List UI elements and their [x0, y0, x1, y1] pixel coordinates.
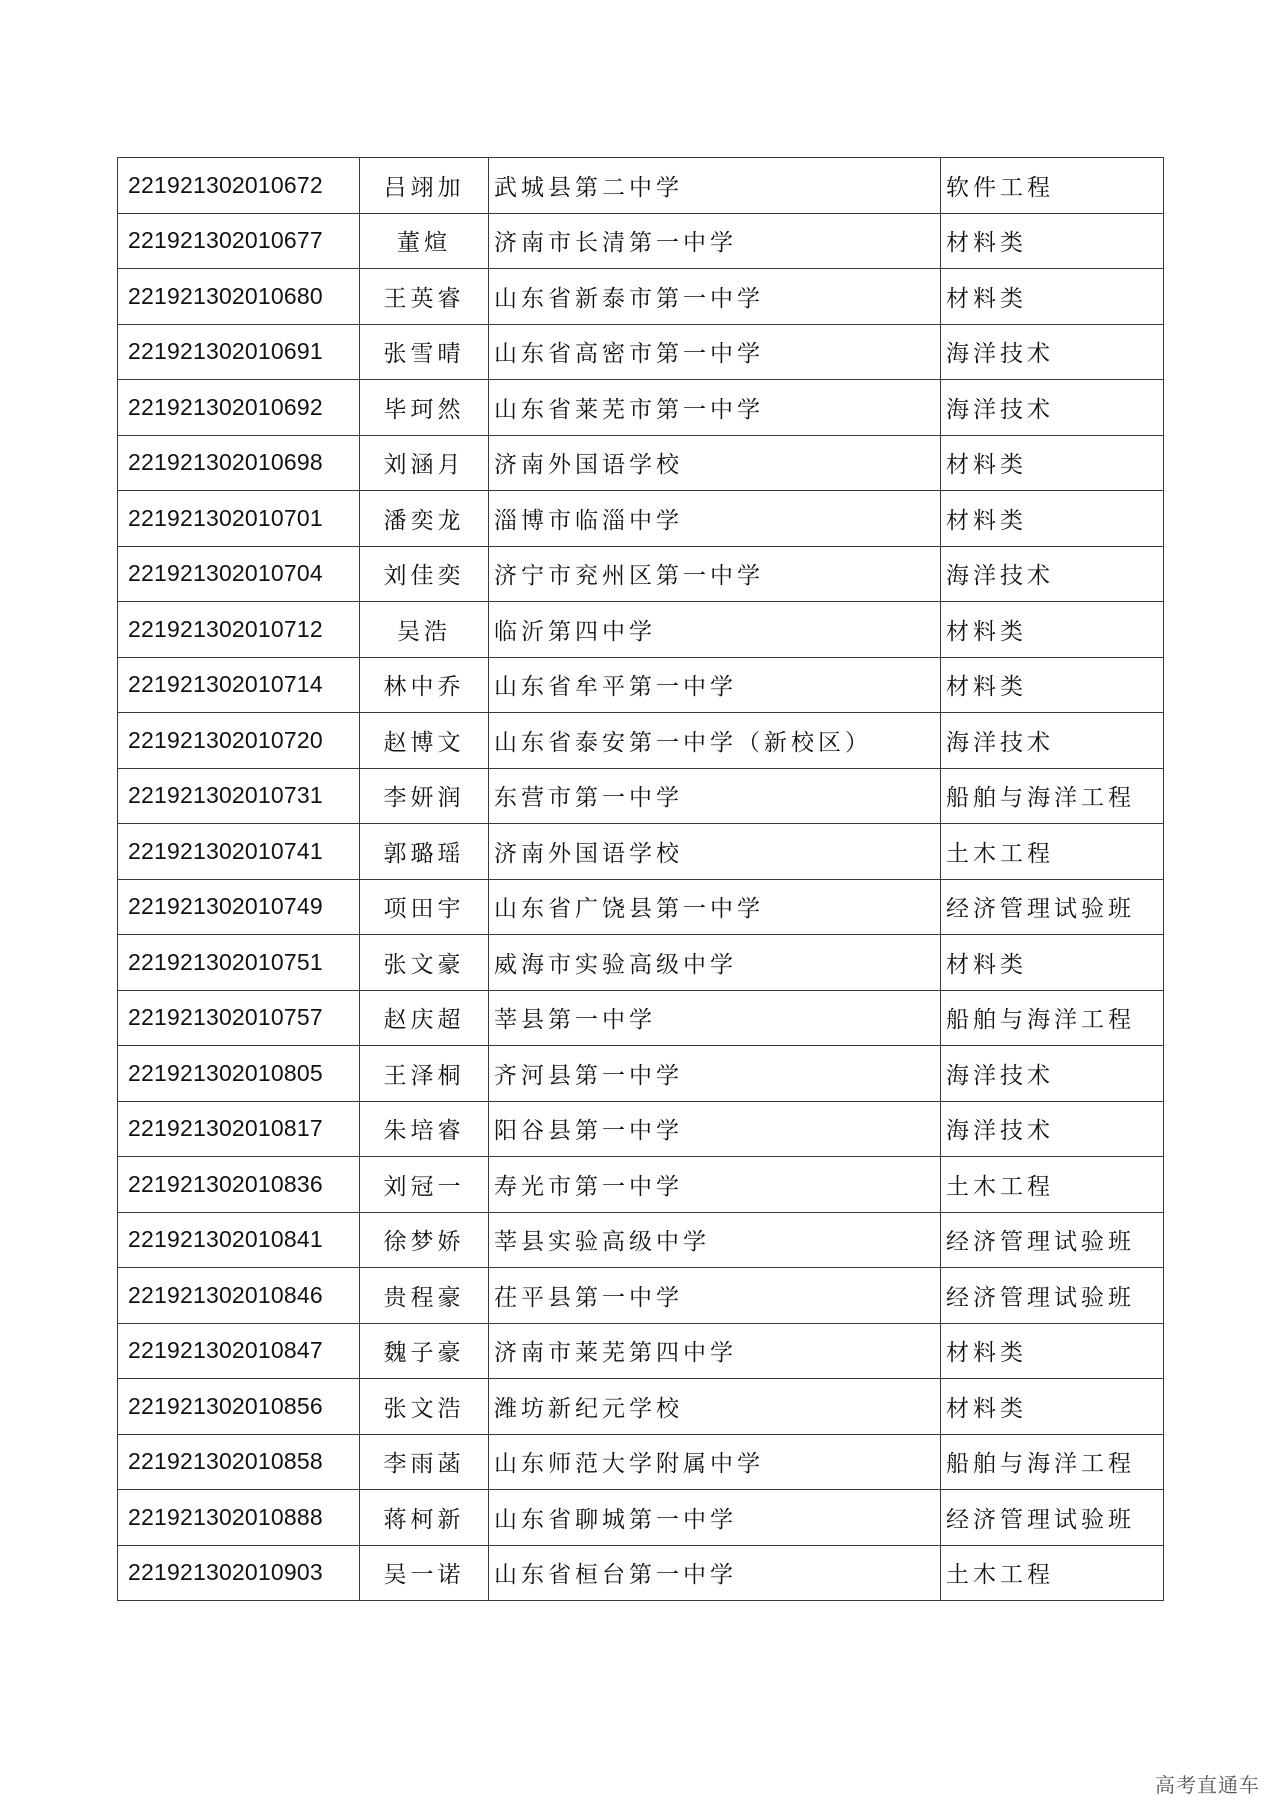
table-row — [118, 1212, 1164, 1268]
table-row — [118, 213, 1164, 269]
candidate-id-cell: 221921302010846 — [118, 1268, 360, 1324]
student-name-cell: 刘涵月 — [360, 435, 489, 491]
student-name-cell: 徐梦娇 — [360, 1212, 489, 1268]
major-cell: 船舶与海洋工程 — [941, 1434, 1164, 1490]
table-row — [118, 1157, 1164, 1213]
student-name-cell: 朱培睿 — [360, 1101, 489, 1157]
student-name-cell: 吕翊加 — [360, 158, 489, 214]
student-name-cell: 项田宇 — [360, 879, 489, 935]
candidate-id-cell: 221921302010672 — [118, 158, 360, 214]
school-cell: 山东省桓台第一中学 — [489, 1545, 941, 1601]
table-row — [118, 1379, 1164, 1435]
student-name-cell: 贵程豪 — [360, 1268, 489, 1324]
major-cell: 材料类 — [941, 213, 1164, 269]
student-name-cell: 潘奕龙 — [360, 491, 489, 547]
candidate-id-cell: 221921302010836 — [118, 1157, 360, 1213]
student-name-cell: 李妍润 — [360, 768, 489, 824]
school-cell: 齐河县第一中学 — [489, 1046, 941, 1102]
candidate-id-cell: 221921302010903 — [118, 1545, 360, 1601]
major-cell: 软件工程 — [941, 158, 1164, 214]
school-cell: 阳谷县第一中学 — [489, 1101, 941, 1157]
candidate-id-cell: 221921302010692 — [118, 380, 360, 436]
table-row — [118, 768, 1164, 824]
candidate-id-cell: 221921302010858 — [118, 1434, 360, 1490]
table-row — [118, 158, 1164, 214]
school-cell: 济南市长清第一中学 — [489, 213, 941, 269]
school-cell: 山东省泰安第一中学（新校区） — [489, 713, 941, 769]
school-cell: 威海市实验高级中学 — [489, 935, 941, 991]
candidate-id-cell: 221921302010817 — [118, 1101, 360, 1157]
table-row — [118, 990, 1164, 1046]
table-row — [118, 1490, 1164, 1546]
school-cell: 山东师范大学附属中学 — [489, 1434, 941, 1490]
candidate-id-cell: 221921302010841 — [118, 1212, 360, 1268]
candidate-id-cell: 221921302010680 — [118, 269, 360, 325]
major-cell: 海洋技术 — [941, 713, 1164, 769]
admission-table — [117, 157, 1164, 1601]
school-cell: 武城县第二中学 — [489, 158, 941, 214]
major-cell: 材料类 — [941, 602, 1164, 658]
major-cell: 经济管理试验班 — [941, 879, 1164, 935]
major-cell: 土木工程 — [941, 824, 1164, 880]
table-row — [118, 380, 1164, 436]
student-name-cell: 张雪晴 — [360, 324, 489, 380]
student-name-cell: 张文豪 — [360, 935, 489, 991]
student-name-cell: 刘冠一 — [360, 1157, 489, 1213]
candidate-id-cell: 221921302010749 — [118, 879, 360, 935]
candidate-id-cell: 221921302010856 — [118, 1379, 360, 1435]
candidate-id-cell: 221921302010704 — [118, 546, 360, 602]
student-name-cell: 赵庆超 — [360, 990, 489, 1046]
school-cell: 山东省聊城第一中学 — [489, 1490, 941, 1546]
table-row — [118, 602, 1164, 658]
school-cell: 济南外国语学校 — [489, 824, 941, 880]
school-cell: 淄博市临淄中学 — [489, 491, 941, 547]
major-cell: 材料类 — [941, 1323, 1164, 1379]
table-row — [118, 713, 1164, 769]
major-cell: 材料类 — [941, 657, 1164, 713]
major-cell: 船舶与海洋工程 — [941, 768, 1164, 824]
major-cell: 材料类 — [941, 935, 1164, 991]
school-cell: 莘县实验高级中学 — [489, 1212, 941, 1268]
student-name-cell: 李雨菡 — [360, 1434, 489, 1490]
major-cell: 经济管理试验班 — [941, 1268, 1164, 1324]
school-cell: 东营市第一中学 — [489, 768, 941, 824]
major-cell: 土木工程 — [941, 1157, 1164, 1213]
candidate-id-cell: 221921302010698 — [118, 435, 360, 491]
table-row — [118, 1434, 1164, 1490]
major-cell: 材料类 — [941, 269, 1164, 325]
student-name-cell: 郭璐瑶 — [360, 824, 489, 880]
school-cell: 济南外国语学校 — [489, 435, 941, 491]
table-row — [118, 546, 1164, 602]
candidate-id-cell: 221921302010757 — [118, 990, 360, 1046]
candidate-id-cell: 221921302010741 — [118, 824, 360, 880]
major-cell: 材料类 — [941, 1379, 1164, 1435]
admission-table-body — [118, 158, 1164, 1601]
school-cell: 茌平县第一中学 — [489, 1268, 941, 1324]
student-name-cell: 林中乔 — [360, 657, 489, 713]
school-cell: 济南市莱芜第四中学 — [489, 1323, 941, 1379]
student-name-cell: 吴一诺 — [360, 1545, 489, 1601]
table-row — [118, 935, 1164, 991]
major-cell: 海洋技术 — [941, 1046, 1164, 1102]
school-cell: 济宁市兖州区第一中学 — [489, 546, 941, 602]
student-name-cell: 魏子豪 — [360, 1323, 489, 1379]
school-cell: 山东省广饶县第一中学 — [489, 879, 941, 935]
student-name-cell: 王英睿 — [360, 269, 489, 325]
table-row — [118, 657, 1164, 713]
school-cell: 山东省高密市第一中学 — [489, 324, 941, 380]
candidate-id-cell: 221921302010720 — [118, 713, 360, 769]
candidate-id-cell: 221921302010712 — [118, 602, 360, 658]
candidate-id-cell: 221921302010805 — [118, 1046, 360, 1102]
candidate-id-cell: 221921302010888 — [118, 1490, 360, 1546]
student-name-cell: 毕珂然 — [360, 380, 489, 436]
candidate-id-cell: 221921302010714 — [118, 657, 360, 713]
table-row — [118, 1101, 1164, 1157]
table-row — [118, 1545, 1164, 1601]
student-name-cell: 刘佳奕 — [360, 546, 489, 602]
major-cell: 土木工程 — [941, 1545, 1164, 1601]
school-cell: 山东省莱芜市第一中学 — [489, 380, 941, 436]
major-cell: 经济管理试验班 — [941, 1212, 1164, 1268]
table-row — [118, 824, 1164, 880]
table-row — [118, 879, 1164, 935]
school-cell: 寿光市第一中学 — [489, 1157, 941, 1213]
school-cell: 山东省新泰市第一中学 — [489, 269, 941, 325]
major-cell: 海洋技术 — [941, 546, 1164, 602]
school-cell: 莘县第一中学 — [489, 990, 941, 1046]
school-cell: 山东省牟平第一中学 — [489, 657, 941, 713]
candidate-id-cell: 221921302010677 — [118, 213, 360, 269]
major-cell: 海洋技术 — [941, 324, 1164, 380]
major-cell: 材料类 — [941, 435, 1164, 491]
candidate-id-cell: 221921302010701 — [118, 491, 360, 547]
candidate-id-cell: 221921302010691 — [118, 324, 360, 380]
school-cell: 潍坊新纪元学校 — [489, 1379, 941, 1435]
major-cell: 材料类 — [941, 491, 1164, 547]
major-cell: 海洋技术 — [941, 380, 1164, 436]
table-row — [118, 1046, 1164, 1102]
major-cell: 经济管理试验班 — [941, 1490, 1164, 1546]
major-cell: 船舶与海洋工程 — [941, 990, 1164, 1046]
student-name-cell: 董煊 — [360, 213, 489, 269]
student-name-cell: 赵博文 — [360, 713, 489, 769]
candidate-id-cell: 221921302010751 — [118, 935, 360, 991]
table-row — [118, 435, 1164, 491]
table-row — [118, 324, 1164, 380]
major-cell: 海洋技术 — [941, 1101, 1164, 1157]
candidate-id-cell: 221921302010731 — [118, 768, 360, 824]
watermark: 高考直通车 — [1155, 1773, 1260, 1797]
student-name-cell: 蒋柯新 — [360, 1490, 489, 1546]
table-row — [118, 1323, 1164, 1379]
school-cell: 临沂第四中学 — [489, 602, 941, 658]
table-row — [118, 269, 1164, 325]
candidate-id-cell: 221921302010847 — [118, 1323, 360, 1379]
table-row — [118, 491, 1164, 547]
table-row — [118, 1268, 1164, 1324]
student-name-cell: 王泽桐 — [360, 1046, 489, 1102]
student-name-cell: 吴浩 — [360, 602, 489, 658]
student-name-cell: 张文浩 — [360, 1379, 489, 1435]
